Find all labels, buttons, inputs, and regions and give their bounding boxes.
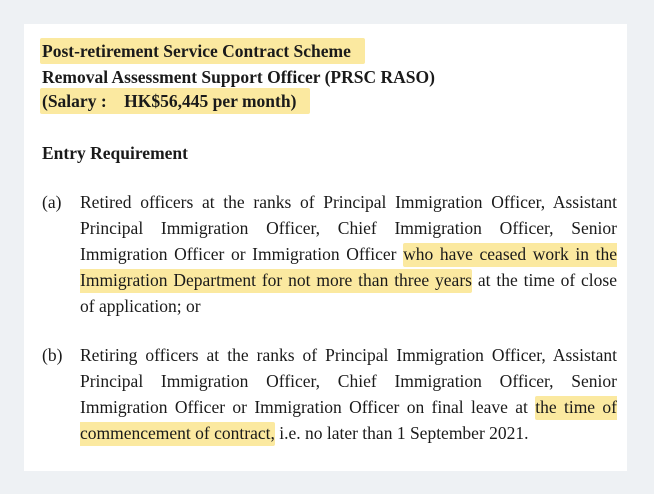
highlighted-text: the time of commencement of contract, [80, 396, 617, 446]
document-page [24, 24, 627, 471]
salary-line: (Salary : HK$56,445 per month) [40, 88, 310, 114]
post-title: Removal Assessment Support Officer (PRSC RASO) [42, 67, 435, 87]
item-text-after: i.e. no later than 1 September 2021. [274, 423, 529, 443]
item-text [80, 342, 617, 446]
item-text [80, 189, 617, 319]
item-text-before: Retired officers at the ranks of Principal Immigration Officer, Assistant Principal Immigration Officer, Chief Immigration Officer, Senior Immigration Officer or Immigration Officer [80, 192, 617, 264]
item-text-after: at the time of close of application; or [80, 270, 617, 316]
item-text-before: Retiring officers at the ranks of Principal Immigration Officer, Assistant Principal Immigration Officer, Chief Immigration Officer, Senior Immigration Officer or Immigration Officer on final leave at [80, 345, 617, 417]
item-marker: (a) [42, 192, 62, 212]
highlighted-text: who have ceased work in the Immigration Department for not more than three years [80, 243, 617, 293]
scheme-title: Post-retirement Service Contract Scheme [40, 38, 365, 64]
item-marker: (b) [42, 345, 63, 365]
section-heading: Entry Requirement [42, 143, 188, 163]
